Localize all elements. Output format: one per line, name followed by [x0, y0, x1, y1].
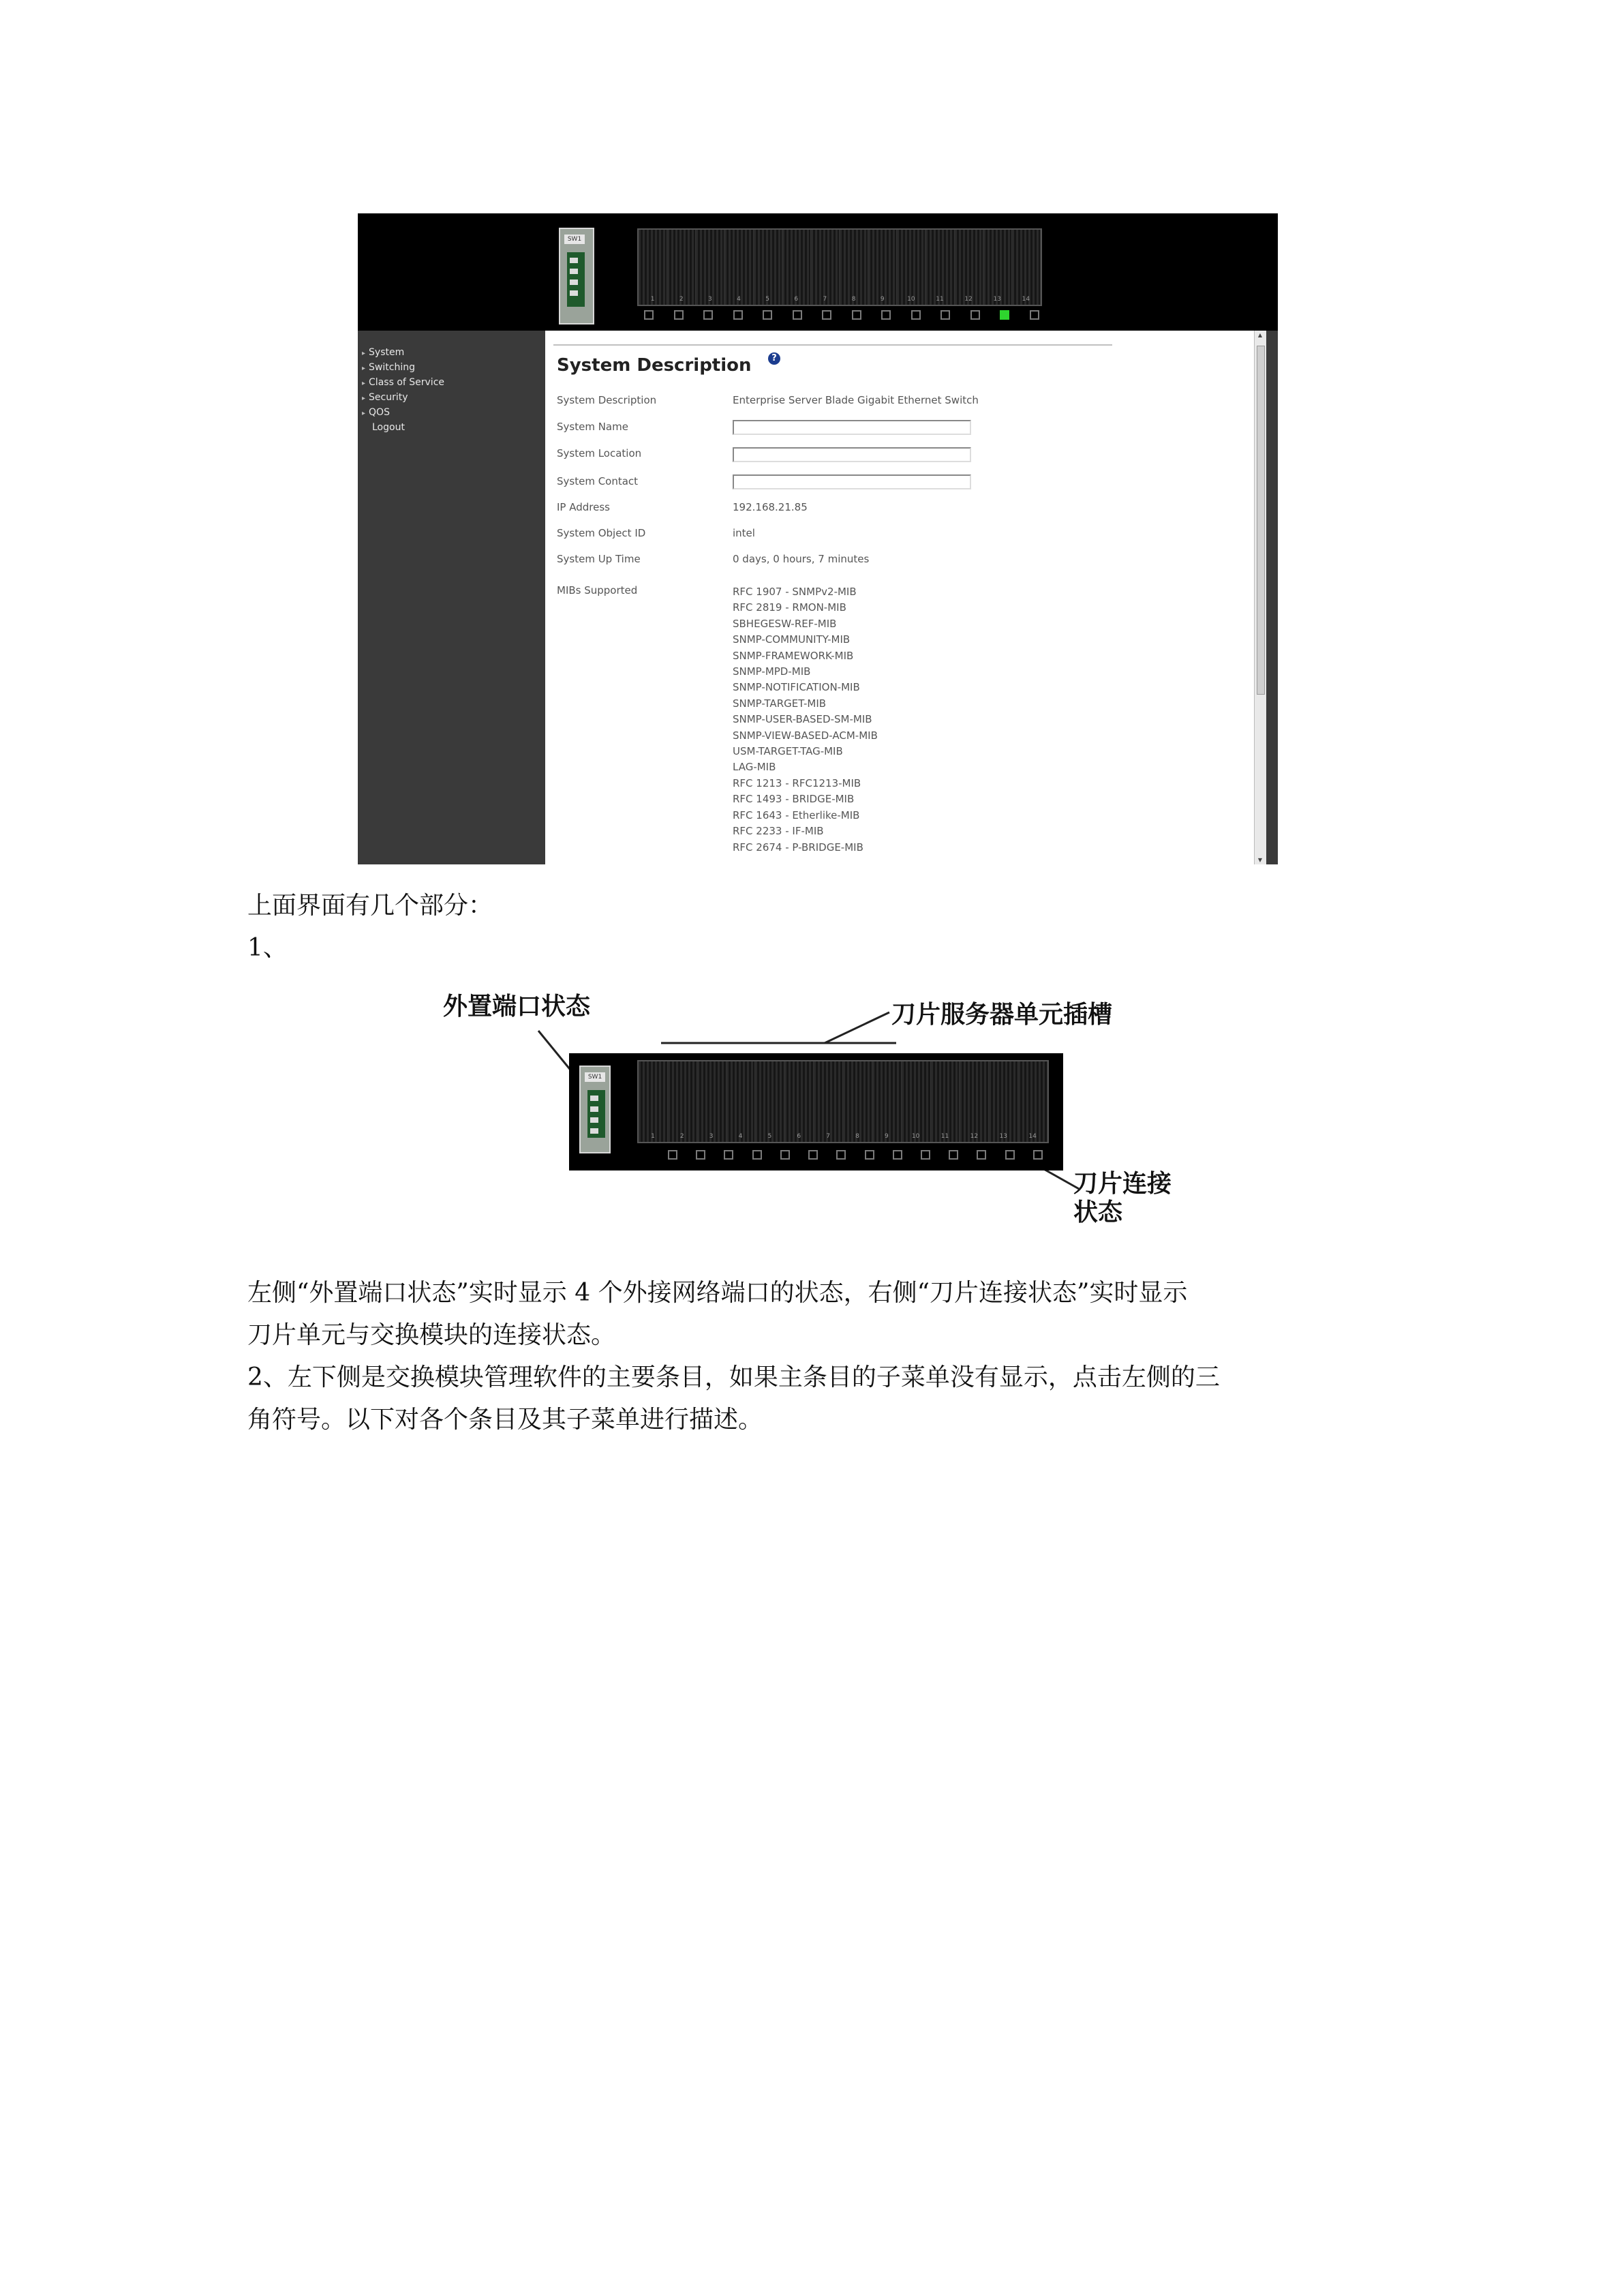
label-blade-link-1: 刀片连接 [1073, 1170, 1172, 1198]
link-led-icon [949, 1150, 958, 1160]
link-led-icon [921, 1150, 930, 1160]
slot-number: 14 [1028, 1133, 1037, 1140]
slot-number: 9 [880, 296, 885, 303]
slot-number: 1 [651, 1133, 655, 1140]
blade-slot [989, 1061, 1018, 1142]
expand-triangle-icon[interactable]: ▸ [362, 410, 366, 417]
para2-line1: 2、左下侧是交换模块管理软件的主要条目，如果主条目的子菜单没有显示，点击左侧的三 [247, 1363, 1220, 1391]
nav-item-label: QOS [369, 407, 390, 418]
mib-item: USM-TARGET-TAG-MIB [733, 745, 843, 758]
port-panel-tag: SW1 [564, 235, 585, 244]
slot-number: 4 [737, 296, 741, 303]
mib-item: RFC 1907 - SNMPv2-MIB [733, 586, 857, 598]
mib-item: SNMP-NOTIFICATION-MIB [733, 681, 860, 694]
para1-line1: 左侧“外置端口状态”实时显示 4 个外接网络端口的状态，右侧“刀片连接状态”实时显示 [247, 1279, 1188, 1307]
mib-item: RFC 1643 - Etherlike-MIB [733, 809, 860, 821]
port-indicators [587, 1090, 605, 1138]
blade-slot [639, 1061, 668, 1142]
link-led-icon [1033, 1150, 1043, 1160]
mib-item: SNMP-COMMUNITY-MIB [733, 633, 851, 646]
value-system-object-id: intel [733, 527, 755, 539]
label-mibs-supported: MIBs Supported [557, 584, 638, 596]
slot-number: 13 [993, 296, 1001, 303]
slot-number: 8 [855, 1133, 859, 1140]
slot-number: 14 [1022, 296, 1030, 303]
blade-slot [960, 1061, 989, 1142]
expand-triangle-icon[interactable]: ▸ [362, 395, 366, 402]
item-1-marker: 1、 [247, 934, 288, 962]
nav-item-label: System [369, 347, 405, 358]
mib-item: SNMP-FRAMEWORK-MIB [733, 649, 854, 662]
blade-slot [784, 1061, 814, 1142]
slot-number: 12 [970, 1133, 979, 1140]
slot-number: 2 [679, 1133, 684, 1140]
slot-number: 6 [794, 296, 799, 303]
slot-number: 5 [765, 296, 769, 303]
slot-number: 11 [940, 1133, 949, 1140]
blade-slot [755, 1061, 784, 1142]
blade-slot [931, 1061, 960, 1142]
link-led-icon [668, 1150, 677, 1160]
mib-item: RFC 2233 - IF-MIB [733, 825, 824, 838]
label-blade-link-2: 状态 [1073, 1198, 1123, 1226]
slot-number: 3 [709, 1133, 714, 1140]
slot-number: 6 [797, 1133, 801, 1140]
value-ip-address: 192.168.21.85 [733, 501, 808, 513]
blade-slots [637, 1060, 1049, 1143]
port-panel-tag: SW1 [585, 1072, 605, 1082]
slot-number: 7 [826, 1133, 830, 1140]
label-system-description: System Description [557, 394, 657, 406]
blade-slot [1018, 1061, 1047, 1142]
mib-item: SNMP-MPD-MIB [733, 665, 811, 678]
blade-slot [902, 1061, 931, 1142]
link-led-icon [977, 1150, 986, 1160]
page-title: System Description [557, 355, 752, 376]
label-system-object-id: System Object ID [557, 527, 646, 539]
value-system-up-time: 0 days, 0 hours, 7 minutes [733, 553, 870, 565]
expand-triangle-icon[interactable]: ▸ [362, 380, 366, 387]
expand-triangle-icon[interactable]: ▸ [362, 365, 366, 372]
label-external-port-status: 外置端口状态 [443, 993, 591, 1021]
mib-item: SNMP-TARGET-MIB [733, 697, 827, 710]
para1-line2: 刀片单元与交换模块的连接状态。 [247, 1321, 616, 1349]
slot-number: 5 [767, 1133, 772, 1140]
mib-item: RFC 1213 - RFC1213-MIB [733, 776, 861, 789]
external-port-status-panel [579, 1066, 611, 1153]
slot-number: 2 [679, 296, 684, 303]
blade-slot [668, 1061, 697, 1142]
slot-number: 10 [911, 1133, 920, 1140]
label-system-up-time: System Up Time [557, 553, 641, 565]
slot-number: 11 [936, 296, 944, 303]
label-system-name: System Name [557, 421, 628, 433]
link-led-icon [865, 1150, 874, 1160]
mib-item: RFC 2674 - P-BRIDGE-MIB [733, 841, 863, 854]
slot-number: 9 [884, 1133, 889, 1140]
slot-number: 10 [907, 296, 915, 303]
nav-item-label: Switching [369, 362, 415, 373]
mib-item: SNMP-VIEW-BASED-ACM-MIB [733, 729, 878, 742]
link-led-icon [1005, 1150, 1015, 1160]
link-led-icon [836, 1150, 846, 1160]
link-led-icon [696, 1150, 705, 1160]
nav-item-label: Class of Service [369, 377, 444, 388]
mib-item: RFC 2819 - RMON-MIB [733, 601, 846, 614]
scroll-up-icon[interactable]: ▲ [1257, 332, 1263, 338]
nav-item-label: Logout [372, 422, 405, 433]
slot-number: 8 [851, 296, 856, 303]
chassis-diagram [569, 1053, 1063, 1170]
label-system-location: System Location [557, 447, 642, 459]
blade-slot [843, 1061, 872, 1142]
link-led-icon [724, 1150, 733, 1160]
blade-slot [872, 1061, 902, 1142]
para2-line2: 角符号。以下对各个条目及其子菜单进行描述。 [247, 1406, 763, 1434]
mib-item: SBHEGESW-REF-MIB [733, 617, 837, 630]
link-led-icon [808, 1150, 818, 1160]
label-blade-slots: 刀片服务器单元插槽 [891, 1001, 1113, 1029]
slot-number: 3 [707, 296, 712, 303]
help-icon[interactable]: ? [768, 352, 780, 365]
blade-link-leds [668, 1150, 1043, 1162]
link-led-icon [893, 1150, 902, 1160]
expand-triangle-icon[interactable]: ▸ [362, 350, 366, 357]
blade-slot [697, 1061, 726, 1142]
label-system-contact: System Contact [557, 475, 639, 487]
slot-number: 13 [999, 1133, 1007, 1140]
blade-slot [814, 1061, 843, 1142]
slot-number: 1 [650, 296, 655, 303]
value-system-description: Enterprise Server Blade Gigabit Ethernet Switch [733, 394, 979, 406]
intro-text: 上面界面有几个部分： [247, 892, 493, 920]
slot-number: 12 [964, 296, 973, 303]
mib-item: RFC 1493 - BRIDGE-MIB [733, 793, 855, 806]
mib-item: LAG-MIB [733, 761, 776, 774]
slot-number: 4 [738, 1133, 743, 1140]
link-led-icon [780, 1150, 790, 1160]
label-ip-address: IP Address [557, 501, 610, 513]
scroll-down-icon[interactable]: ▼ [1257, 857, 1263, 863]
blade-slot [726, 1061, 756, 1142]
link-led-icon [752, 1150, 762, 1160]
slot-number: 7 [823, 296, 827, 303]
mib-item: SNMP-USER-BASED-SM-MIB [733, 713, 872, 726]
nav-item-label: Security [369, 392, 408, 403]
